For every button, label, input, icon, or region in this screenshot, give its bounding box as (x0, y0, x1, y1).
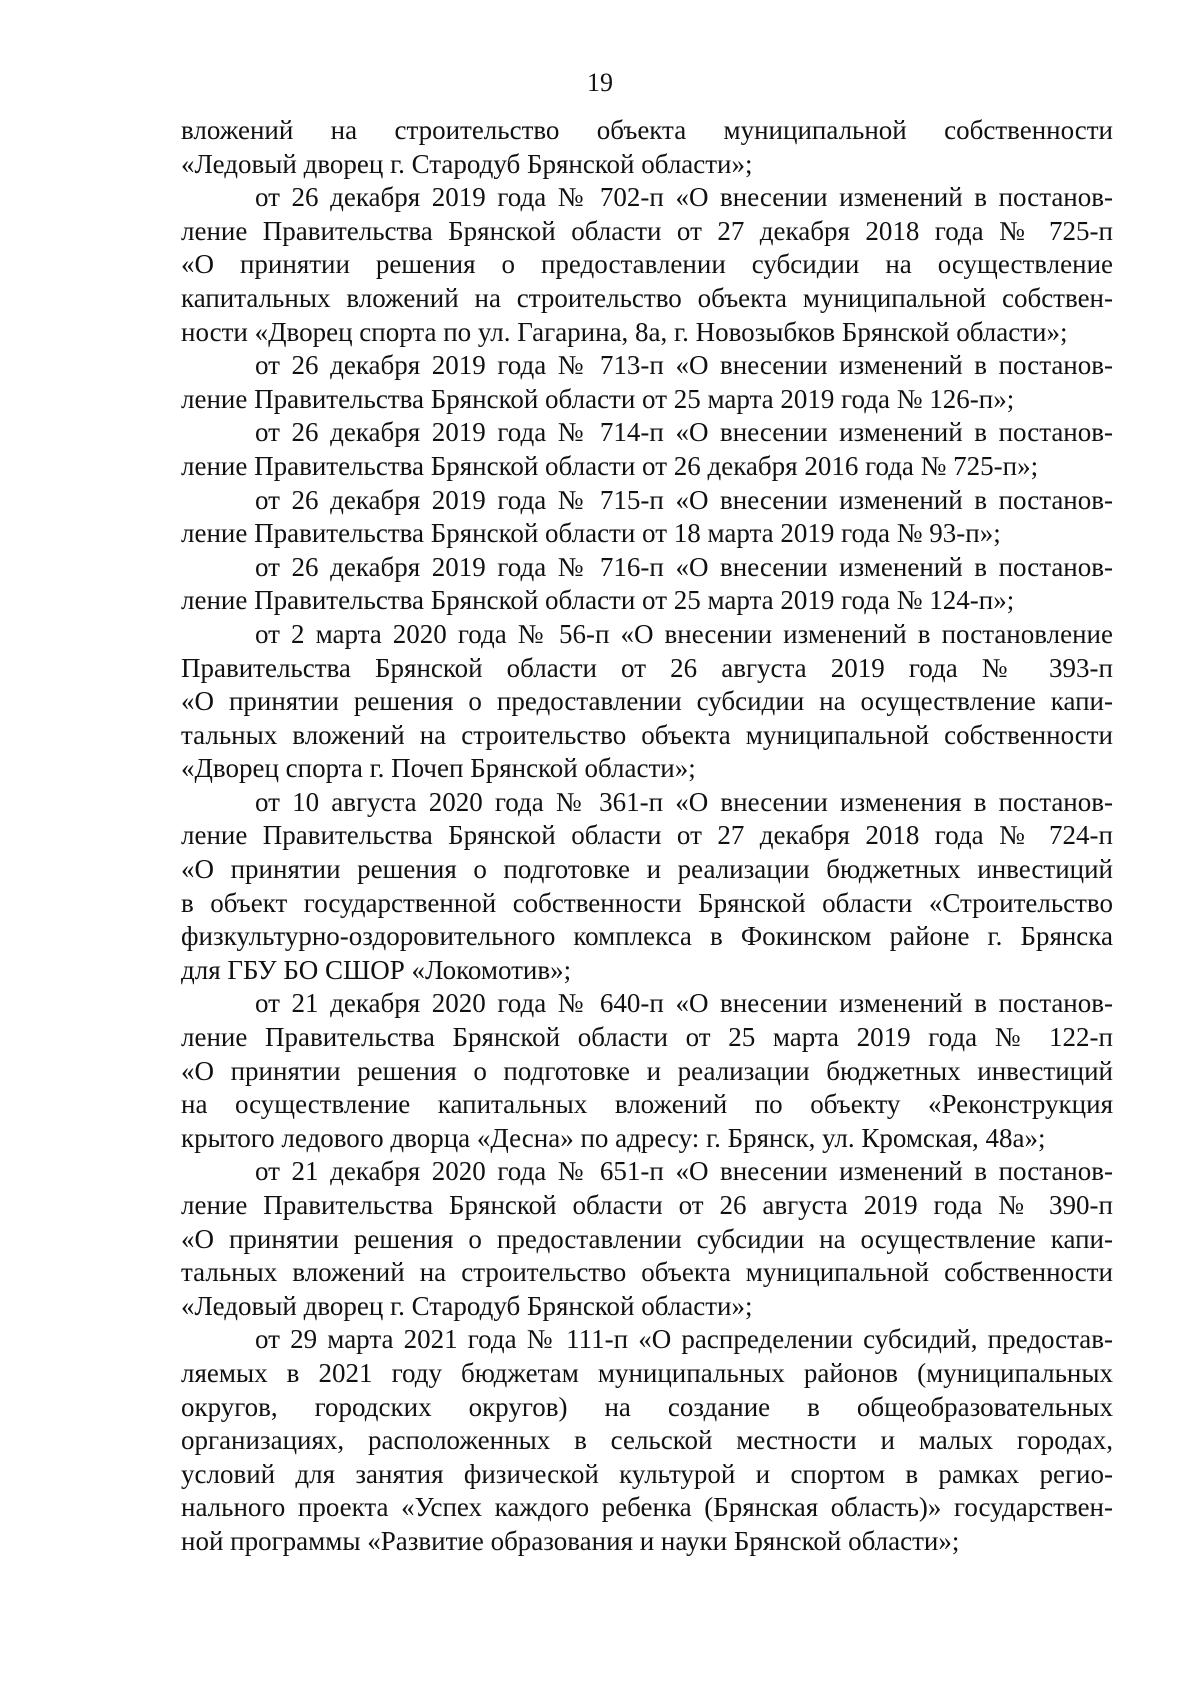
text-line: для ГБУ БО СШОР «Локомотив»; (181, 954, 572, 985)
text-line: от 26 декабря 2019 года № 714-п «О внесении изменений в постанов- (255, 417, 1113, 448)
text-line: округов, городских округов) на создание в общеобразовательных (181, 1391, 1113, 1422)
text-line: организациях, расположенных в сельской местности и малых городах, (181, 1425, 1113, 1456)
text-line: от 26 декабря 2019 года № 715-п «О внесении изменений в постанов- (255, 484, 1113, 515)
text-line: ной программы «Развитие образования и науки Брянской области»; (181, 1525, 960, 1556)
text-line: ление Правительства Брянской области от 27 декабря 2018 года № 725-п (181, 215, 1113, 246)
text-line: «О принятии решения о предоставлении субсидии на осуществление капи- (181, 1223, 1113, 1254)
text-line: на осуществление капитальных вложений по объекту «Реконструкция (181, 1089, 1113, 1120)
text-line: «О принятии решения о подготовке и реализации бюджетных инвестиций (181, 1055, 1113, 1086)
text-line: вложений на строительство объекта муниципальной собственности (181, 115, 1113, 145)
text-line: «О принятии решения о подготовке и реализации бюджетных инвестиций (181, 854, 1113, 885)
text-line: «Дворец спорта г. Почеп Брянской области»; (181, 753, 696, 784)
text-line: «О принятии решения о предоставлении субсидии на осуществление (181, 249, 1113, 280)
text-line: «Ледовый дворец г. Стародуб Брянской области»; (181, 148, 753, 179)
text-line: ляемых в 2021 году бюджетам муниципальных районов (муниципальных (181, 1357, 1113, 1388)
text-line: «О принятии решения о предоставлении субсидии на осуществление капи- (181, 686, 1113, 717)
text-line: ление Правительства Брянской области от 26 декабря 2016 года № 725-п»; (181, 450, 1039, 481)
page-number: 19 (587, 68, 613, 97)
text-line: «Ледовый дворец г. Стародуб Брянской области»; (181, 1290, 753, 1321)
text-line: ление Правительства Брянской области от 25 марта 2019 года № 126-п»; (181, 383, 1015, 414)
text-line: ности «Дворец спорта по ул. Гагарина, 8а, г. Новозыбков Брянской области»; (181, 316, 1068, 347)
text-line: Правительства Брянской области от 26 августа 2019 года № 393-п (181, 652, 1113, 683)
text-line: тальных вложений на строительство объекта муниципальной собственности (181, 719, 1113, 750)
text-line: от 26 декабря 2019 года № 716-п «О внесении изменений в постанов- (255, 551, 1113, 582)
text-line: ление Правительства Брянской области от 18 марта 2019 года № 93-п»; (181, 518, 1001, 549)
text-line: физкультурно-оздоровительного комплекса в Фокинском районе г. Брянска (181, 921, 1113, 952)
text-line: ление Правительства Брянской области от 26 августа 2019 года № 390-п (181, 1190, 1113, 1220)
text-line: тальных вложений на строительство объекта муниципальной собственности (181, 1257, 1113, 1288)
text-line: от 10 августа 2020 года № 361-п «О внесении изменения в постанов- (255, 786, 1113, 817)
text-line: ление Правительства Брянской области от 25 марта 2019 года № 124-п»; (181, 585, 1015, 616)
text-line: условий для занятия физической культурой и спортом в рамках регио- (181, 1458, 1113, 1489)
text-line: от 21 декабря 2020 года № 640-п «О внесении изменений в постанов- (255, 988, 1113, 1019)
text-line: нального проекта «Успех каждого ребенка (Брянская область)» государствен- (181, 1492, 1113, 1523)
text-line: капитальных вложений на строительство объекта муниципальной собствен- (181, 282, 1113, 313)
text-line: крытого ледового дворца «Десна» по адресу: г. Брянск, ул. Кромская, 48а»; (181, 1122, 1046, 1153)
text-line: ление Правительства Брянской области от 25 марта 2019 года № 122-п (181, 1022, 1113, 1053)
document-body (181, 114, 1113, 1559)
text-line: от 2 марта 2020 года № 56-п «О внесении изменений в постановление (255, 618, 1113, 649)
text-line: от 29 марта 2021 года № 111-п «О распределении субсидий, предостав- (255, 1324, 1113, 1355)
text-line: в объект государственной собственности Брянской области «Строительство (181, 887, 1113, 918)
text-line: от 26 декабря 2019 года № 713-п «О внесении изменений в постанов- (255, 350, 1113, 381)
text-line: от 26 декабря 2019 года № 702-п «О внесении изменений в постанов- (255, 182, 1113, 213)
text-line: от 21 декабря 2020 года № 651-п «О внесении изменений в постанов- (255, 1156, 1113, 1187)
text-line: ление Правительства Брянской области от 27 декабря 2018 года № 724-п (181, 820, 1113, 851)
